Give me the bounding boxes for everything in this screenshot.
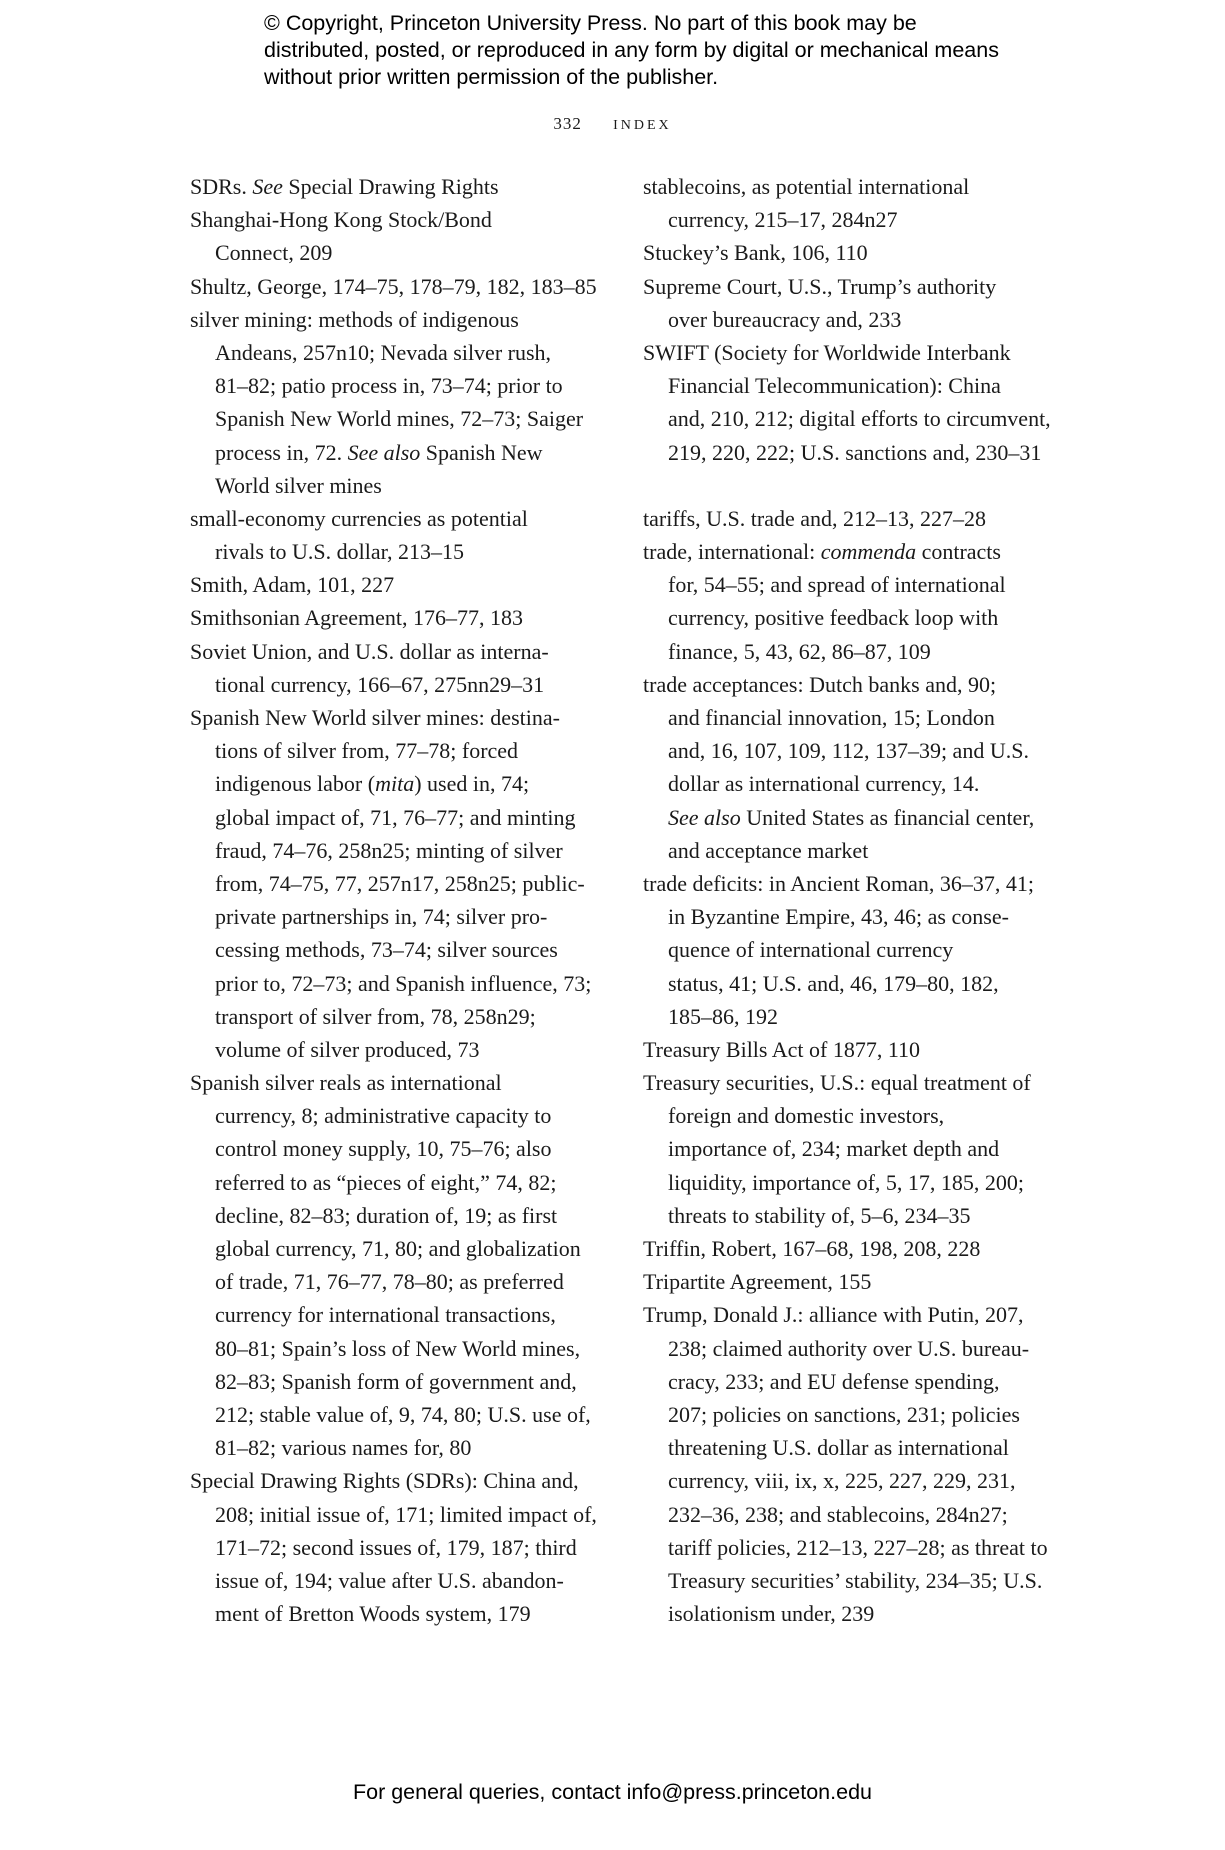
entry-text: Soviet Union, and U.S. dollar as interna- [190,638,549,664]
entry-text: prior to, 72–73; and Spanish influence, 73; [215,970,592,996]
index-entry-line [190,1199,597,1232]
entry-text: from, 74–75, 77, 257n17, 258n25; public- [215,870,585,896]
entry-text: and, 16, 107, 109, 112, 137–39; and U.S. [668,738,1029,764]
index-entry-line [643,933,1051,966]
index-entry-line [190,203,597,236]
index-entry [643,535,1051,668]
index-entry-line [643,1398,1051,1431]
entry-text: quence of international currency [668,937,954,963]
entry-text: 81–82; various names for, 80 [215,1435,472,1461]
italic-text: See [252,174,283,199]
index-entry-line [190,601,597,634]
index-entry [190,701,597,1066]
entry-text: referred to as “pieces of eight,” 74, 82; [215,1169,557,1195]
index-column-right [643,170,1051,1630]
index-entry-line [643,170,1051,203]
entry-text: tariffs, U.S. trade and, 212–13, 227–28 [643,505,986,531]
index-entry-line [190,1332,597,1365]
index-entry-line [190,1265,597,1298]
entry-text: and, 210, 212; digital efforts to circumvent, [668,406,1051,432]
entry-text: private partnerships in, 74; silver pro- [215,904,548,930]
index-entry-line [190,1398,597,1431]
index-entry-line [643,1597,1051,1630]
entry-text: Smith, Adam, 101, 227 [190,572,395,598]
index-entry [643,502,1051,535]
index-entry-line [190,270,597,303]
index-entry-line [643,203,1051,236]
entry-text: of trade, 71, 76–77, 78–80; as preferred [215,1269,564,1295]
entry-text: Spanish silver reals as international [190,1070,502,1096]
running-head [0,112,1225,135]
index-entry-line [190,1365,597,1398]
entry-text: dollar as international currency, 14. [668,771,980,797]
entry-text: tions of silver from, 77–78; forced [215,738,519,764]
index-entry-line [190,1232,597,1265]
entry-text: Trump, Donald J.: alliance with Putin, 207, [643,1302,1024,1328]
index-entry-line [643,1498,1051,1531]
entry-text: volume of silver produced, 73 [215,1036,480,1062]
index-entry-line [190,170,597,203]
entry-text: Supreme Court, U.S., Trump’s authority [643,273,997,299]
entry-text: 82–83; Spanish form of government and, [215,1368,577,1394]
italic-text: commenda [820,539,917,565]
entry-text: small-economy currencies as potential [190,505,528,531]
contact-footer: For general queries, contact info@press.princeton.edu [352,1780,872,1804]
entry-text: tariff policies, 212–13, 227–28; as threat to [668,1534,1048,1560]
index-entry-line [190,1597,597,1630]
italic-text: mita [375,771,415,797]
section-title: index [613,112,672,134]
entry-text: isolationism under, 239 [668,1601,875,1627]
entry-text: process in, 72. [215,439,348,465]
entry-text: currency, 215–17, 284n27 [668,207,898,233]
index-entry-line [190,1000,597,1033]
index-entry-line [190,734,597,767]
index-entry-line [190,1464,597,1497]
entry-text: Andeans, 257n10; Nevada silver rush, [215,339,552,365]
entry-text: importance of, 234; market depth and [668,1136,1000,1162]
entry-text: ment of Bretton Woods system, 179 [215,1601,531,1627]
entry-text: over bureaucracy and, 233 [668,306,902,332]
index-entry-line [190,535,597,568]
index-entry-line [643,900,1051,933]
index-entry [190,303,597,502]
index-entry-line [643,1000,1051,1033]
entry-text: global impact of, 71, 76–77; and minting [215,804,576,830]
page-number: 332 [553,114,582,133]
entry-text: SWIFT (Society for Worldwide Interbank [643,339,1011,365]
index-entry-line [643,1066,1051,1099]
entry-text: Special Drawing Rights (SDRs): China and, [190,1468,579,1494]
index-entry-line [190,701,597,734]
entry-text: Treasury securities’ stability, 234–35; U.S. [668,1567,1043,1593]
index-entry-line [190,369,597,402]
entry-text: ) used in, 74; [414,771,530,797]
index-entry-line [643,535,1051,568]
index-entry-line [190,1132,597,1165]
entry-text: in Byzantine Empire, 43, 46; as conse- [668,904,1009,930]
entry-text: fraud, 74–76, 258n25; minting of silver [215,837,563,863]
index-entry [190,270,597,303]
italic-text: See also [668,804,741,830]
index-entry [190,635,597,701]
index-entry-line [643,436,1051,469]
index-entry [643,1232,1051,1265]
entry-text: Shultz, George, 174–75, 178–79, 182, 183–85 [190,273,597,299]
entry-text: and financial innovation, 15; London [668,705,995,730]
index-entry-line [643,369,1051,402]
index-entry-line [643,967,1051,1000]
index-entry-line [643,1132,1051,1165]
entry-text: World silver mines [215,472,382,498]
index-entry [643,270,1051,336]
index-entry-line [643,1232,1051,1265]
entry-text: trade acceptances: Dutch banks and, 90; [643,671,997,697]
entry-text: Spanish New World silver mines: destina- [190,705,560,730]
index-entry-line [643,568,1051,601]
index-entry-line [190,402,597,435]
index-entry-line [643,1199,1051,1232]
index-entry-line [643,1564,1051,1597]
index-entry-line [643,1365,1051,1398]
entry-text: indigenous labor ( [215,771,376,797]
entry-text: SDRs. [190,174,253,199]
index-entry-line [190,933,597,966]
index-entry-line [643,502,1051,535]
index-entry [190,1464,597,1630]
index-entry-line [190,1564,597,1597]
index-entry-line [643,801,1051,834]
index-entry-line [190,900,597,933]
entry-text: currency, viii, ix, x, 225, 227, 229, 231, [668,1468,1016,1494]
index-entry-line [190,1066,597,1099]
index-entry [643,668,1051,867]
index-entry-line [643,767,1051,800]
entry-text: tional currency, 166–67, 275nn29–31 [215,671,545,697]
index-entry-line [190,834,597,867]
index-entry-line [643,701,1051,734]
index-entry-line [190,236,597,269]
index-column-left [190,170,597,1630]
entry-text: and acceptance market [668,837,869,863]
entry-text: Shanghai-Hong Kong Stock/Bond [190,207,492,233]
index-entry-line [643,635,1051,668]
index-entry-line [643,1265,1051,1298]
index-entry-line [190,767,597,800]
index-entry-line [643,834,1051,867]
entry-text: threatening U.S. dollar as international [668,1435,1009,1461]
index-entry-line [643,867,1051,900]
index-entry-line [643,1531,1051,1564]
index-entry [190,170,597,203]
entry-text: finance, 5, 43, 62, 86–87, 109 [668,638,931,664]
index-entry-line [190,1166,597,1199]
index-entry-line [643,303,1051,336]
index-entry-line [190,303,597,336]
entry-text: Treasury securities, U.S.: equal treatment of [643,1070,1031,1096]
index-entry-line [190,502,597,535]
entry-text: 81–82; patio process in, 73–74; prior to [215,373,563,399]
index-entry-line [643,1464,1051,1497]
entry-text: for, 54–55; and spread of international [668,572,1006,598]
entry-text: currency for international transactions, [215,1302,556,1328]
entry-text: Financial Telecommunication): China [668,373,1001,399]
index-entry [643,236,1051,269]
index-entry-line [643,1332,1051,1365]
index-entry-line [190,801,597,834]
entry-text: status, 41; U.S. and, 46, 179–80, 182, [668,970,999,996]
index-entry [643,1033,1051,1066]
entry-text: cessing methods, 73–74; silver sources [215,937,558,963]
entry-text: currency, 8; administrative capacity to [215,1103,552,1129]
index-entry-line [190,867,597,900]
entry-text: Tripartite Agreement, 155 [643,1269,872,1295]
section-gap [643,469,1051,502]
index-entry-line [190,635,597,668]
entry-text: global currency, 71, 80; and globalization [215,1236,581,1261]
entry-text: foreign and domestic investors, [668,1103,945,1129]
entry-text: currency, positive feedback loop with [668,605,999,631]
index-entry-line [643,734,1051,767]
entry-text: trade deficits: in Ancient Roman, 36–37, 41; [643,870,1035,896]
index-entry-line [643,270,1051,303]
index-entry-line [190,1531,597,1564]
index-entry [643,867,1051,1033]
entry-text: Connect, 209 [215,240,333,266]
entry-text: silver mining: methods of indigenous [190,306,519,332]
index-entry [643,170,1051,236]
index-entry-line [190,668,597,701]
index-entry-line [643,236,1051,269]
index-entry-line [190,967,597,1000]
entry-text: control money supply, 10, 75–76; also [215,1136,552,1162]
index-entry-line [190,469,597,502]
index-entry [190,601,597,634]
index-entry [190,502,597,568]
entry-text: 219, 220, 222; U.S. sanctions and, 230–31 [668,439,1042,465]
entry-text: Treasury Bills Act of 1877, 110 [643,1036,921,1062]
entry-text: threats to stability of, 5–6, 234–35 [668,1202,971,1228]
entry-text: 212; stable value of, 9, 74, 80; U.S. use of, [215,1401,591,1427]
index-entry-line [190,436,597,469]
entry-text: 185–86, 192 [668,1003,778,1029]
index-entry [643,1298,1051,1630]
index-entry-line [190,1498,597,1531]
index-entry-line [643,1033,1051,1066]
entry-text: Triffin, Robert, 167–68, 198, 208, 228 [643,1236,981,1261]
entry-text: United States as financial center, [740,804,1035,830]
entry-text: Smithsonian Agreement, 176–77, 183 [190,605,524,631]
index-entry-line [190,336,597,369]
index-entry [643,1265,1051,1298]
copyright-notice: © Copyright, Princeton University Press. No part of this book may be distributed, posted, or reproduced in any form by digital or mechanical means without prior written permission of the publisher. [264,11,999,89]
entry-text: 80–81; Spain’s loss of New World mines, [215,1335,581,1361]
entry-text: Spanish New World mines, 72–73; Saiger [215,406,584,432]
index-entry [190,568,597,601]
index-entry [190,203,597,269]
index-entry-line [190,1298,597,1331]
entry-text: transport of silver from, 78, 258n29; [215,1003,536,1029]
entry-text: 207; policies on sanctions, 231; policies [668,1401,1020,1427]
index-entry-line [190,1033,597,1066]
entry-text: 171–72; second issues of, 179, 187; third [215,1534,577,1560]
entry-text: issue of, 194; value after U.S. abandon- [215,1567,564,1593]
entry-text: contracts [916,539,1001,565]
entry-text: 238; claimed authority over U.S. bureau- [668,1335,1030,1361]
index-entry [643,1066,1051,1232]
index-entry-line [643,1431,1051,1464]
index-entry-line [643,402,1051,435]
index-entry-line [190,1099,597,1132]
index-entry [643,336,1051,469]
entry-text: stablecoins, as potential international [643,174,970,199]
entry-text: 232–36, 238; and stablecoins, 284n27; [668,1501,1008,1527]
index-entry-line [643,668,1051,701]
index-entry [190,1066,597,1464]
entry-text: Spanish New [420,439,543,465]
index-entry-line [643,1298,1051,1331]
entry-text: trade, international: [643,539,821,565]
index-entry-line [643,601,1051,634]
italic-text: See also [347,439,421,465]
entry-text: 208; initial issue of, 171; limited impact of, [215,1501,597,1527]
index-entry-line [643,336,1051,369]
index-entry-line [643,1099,1051,1132]
index-entry-line [190,568,597,601]
index-entry-line [190,1431,597,1464]
entry-text: Special Drawing Rights [282,174,499,199]
entry-text: rivals to U.S. dollar, 213–15 [215,539,465,565]
entry-text: decline, 82–83; duration of, 19; as first [215,1202,558,1228]
entry-text: cracy, 233; and EU defense spending, [668,1368,1000,1394]
index-entry-line [643,1166,1051,1199]
entry-text: liquidity, importance of, 5, 17, 185, 200; [668,1169,1025,1195]
entry-text: Stuckey’s Bank, 106, 110 [643,240,868,266]
